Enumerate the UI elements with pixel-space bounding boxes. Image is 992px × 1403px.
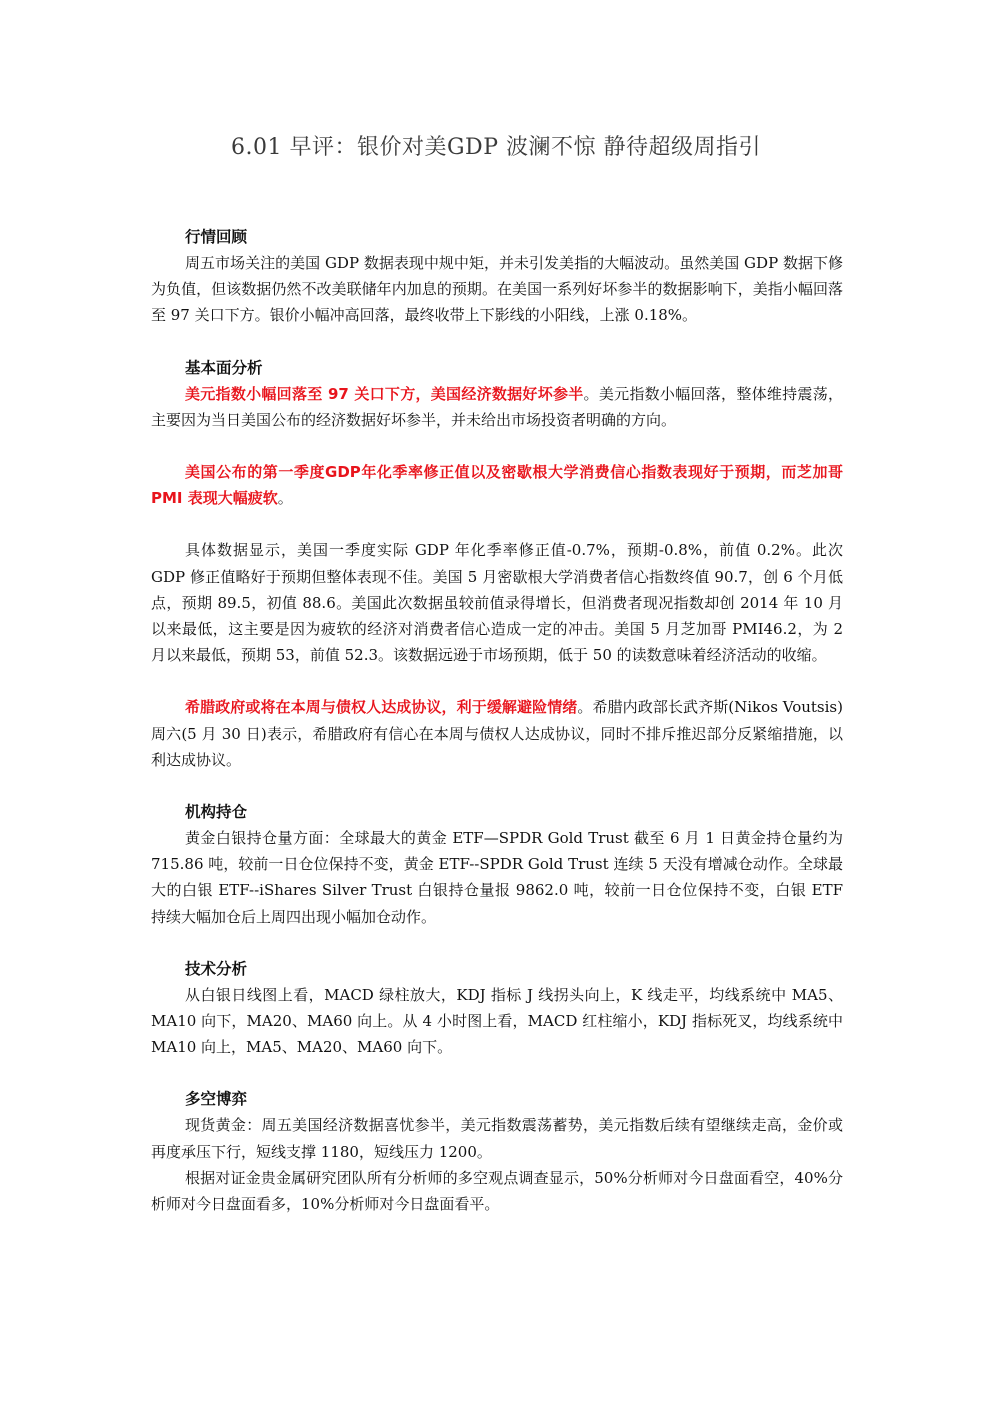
- section-heading-fundamentals: 基本面分析: [185, 358, 263, 377]
- highlight-text: 希腊政府或将在本周与债权人达成协议，利于缓解避险情绪: [185, 698, 578, 717]
- section-heading-holdings: 机构持仓: [185, 803, 248, 822]
- page-title: 6.01 早评：银价对美GDP 波澜不惊 静待超级周指引: [231, 135, 761, 160]
- paragraph-text: 。美元指数小幅回落，整体维持震荡，主要因为当日美国公布的经济数据好坏参半，并未给出市场投资者明确的方向。: [151, 384, 843, 429]
- paragraph: [151, 694, 843, 773]
- paragraph-text: 。希腊内政部长武齐斯(Nikos Voutsis)周六(5 月 30 日)表示，希腊政府有信心在本周与债权人达成协议，同时不排斥推迟部分反紧缩措施，以利达成协议。: [151, 698, 843, 769]
- paragraph: [151, 459, 843, 511]
- paragraph: 黄金白银持仓量方面：全球最大的黄金 ETF—SPDR Gold Trust 截至 6 月 1 日黄金持仓量约为 715.86 吨，较前一日仓位保持不变，黄金 ETF--SPDR Gold Trust 连续 5 天没有增减仓动作。全球最大的白银 ETF--iShares Silver Trust 白银持仓量报 9862.0 吨，较前一日仓位保持不变，白银 ETF 持续大幅加仓后上周四出现小幅加仓动作。: [151, 829, 843, 926]
- paragraph: 现货黄金：周五美国经济数据喜忧参半，美元指数震荡蓄势，美元指数后续有望继续走高，金价或再度承压下行，短线支撑 1180，短线压力 1200。: [151, 1116, 843, 1161]
- paragraph: [151, 381, 843, 433]
- highlight-text: 美国公布的第一季度GDP年化季率修正值以及密歇根大学消费信心指数表现好于预期，而芝加哥 PMI 表现大幅疲软: [151, 463, 843, 508]
- article-body: [151, 224, 843, 1217]
- paragraph: 具体数据显示，美国一季度实际 GDP 年化季率修正值-0.7%，预期-0.8%，前值 0.2%。此次 GDP 修正值略好于预期但整体表现不佳。美国 5 月密歇根大学消费者信心指数终值 90.7，创 6 个月低点，预期 89.5，初值 88.6。美国此次数据虽较前值录得增长，但消费者现况指数却创 2014 年 10 月以来最低，这主要是因为疲软的经济对消费者信心造成一定的冲击。美国 5 月芝加哥 PMI46.2，为 2 月以来最低，预期 53，前值 52.3。该数据远逊于市场预期，低于 50 的读数意味着经济活动的收缩。: [151, 541, 843, 665]
- paragraph: 根据对证金贵金属研究团队所有分析师的多空观点调查显示，50%分析师对今日盘面看空，40%分析师对今日盘面看多，10%分析师对今日盘面看平。: [151, 1168, 843, 1214]
- paragraph: 从白银日线图上看，MACD 绿柱放大，KDJ 指标 J 线拐头向上，K 线走平，均线系统中 MA5、MA10 向下，MA20、MA60 向上。从 4 小时图上看，MACD 红柱缩小，KDJ 指标死叉，均线系统中 MA10 向上，MA5、MA20、MA60 向下。: [151, 985, 843, 1057]
- section-heading-technical: 技术分析: [185, 959, 248, 978]
- section-heading-bull-bear: 多空博弈: [185, 1090, 248, 1109]
- paragraph: 周五市场关注的美国 GDP 数据表现中规中矩，并未引发美指的大幅波动。虽然美国 GDP 数据下修为负值，但该数据仍然不改美联储年内加息的预期。在美国一系列好坏参半的数据影响下，美指小幅回落至 97 关口下方。银价小幅冲高回落，最终收带上下影线的小阳线，上涨 0.18%。: [151, 254, 843, 325]
- highlight-text: 美元指数小幅回落至 97 关口下方，美国经济数据好坏参半: [185, 384, 584, 403]
- section-heading-market-review: 行情回顾: [185, 228, 248, 246]
- paragraph-text: 。: [277, 489, 293, 508]
